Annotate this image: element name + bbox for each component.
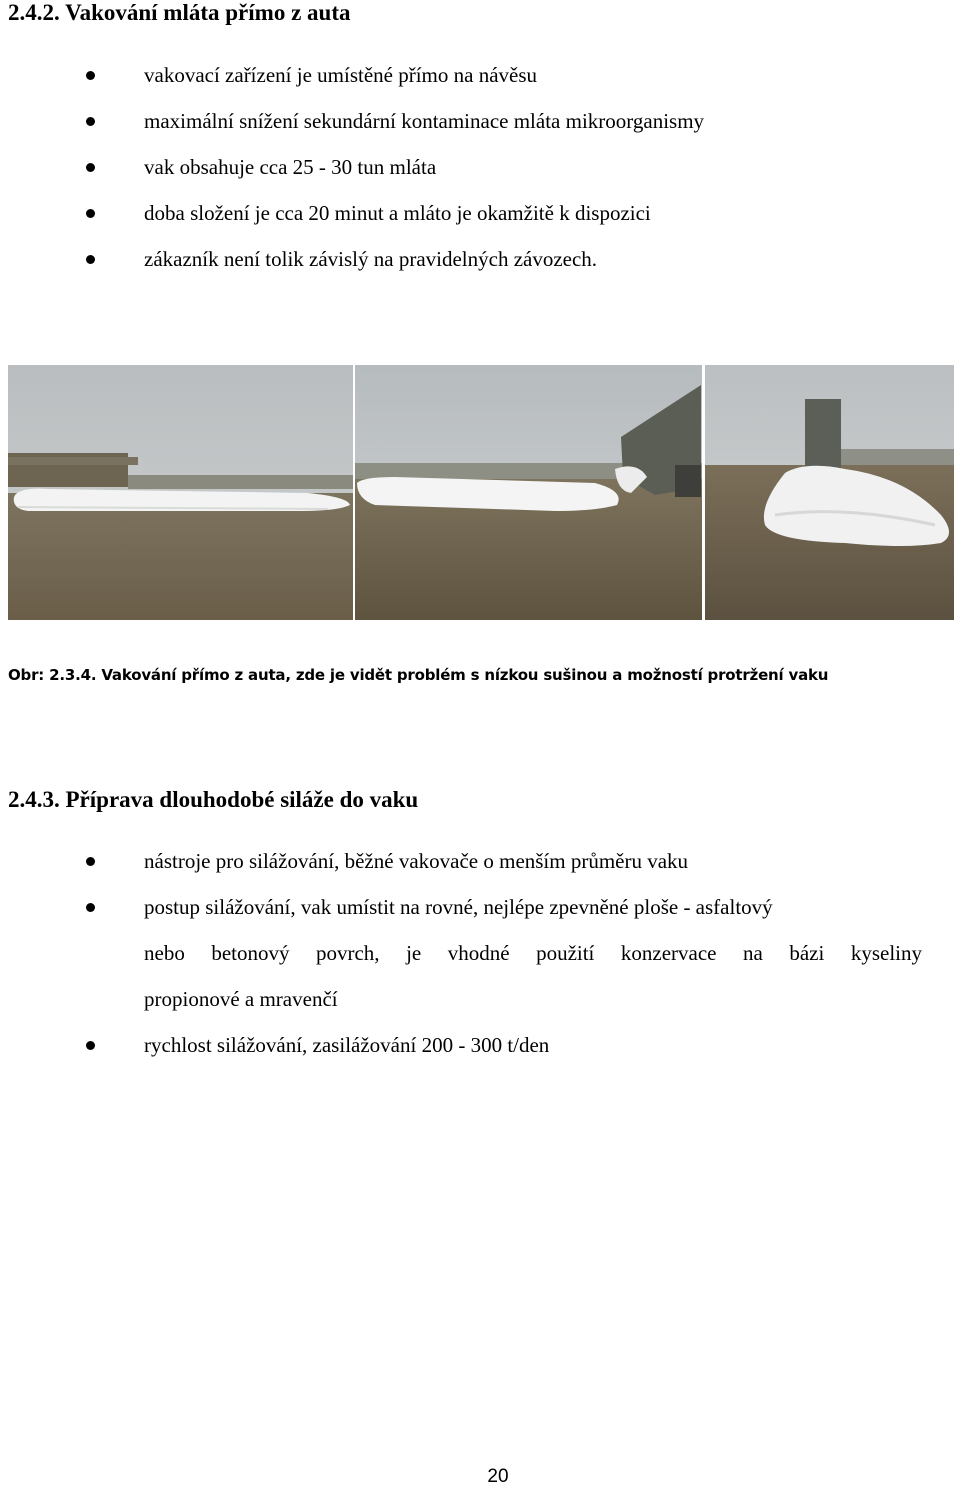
bullet-icon (86, 163, 95, 172)
section1-bullet-list (0, 52, 960, 282)
figure-caption: Obr: 2.3.4. Vakování přímo z auta, zde je vidět problém s nízkou sušinou a možností protržení vaku (8, 666, 829, 684)
bullet-icon (86, 1041, 95, 1050)
list-item-continuation: nebo betonový povrch, je vhodné použití konzervace na bázi kyseliny (144, 941, 922, 965)
list-item: rychlost silážování, zasilážování 200 - 300 t/den (0, 1022, 960, 1068)
bullet-icon (86, 255, 95, 264)
bag-behind-truck-photo (705, 365, 954, 620)
list-item: vak obsahuje cca 25 - 30 tun mláta (0, 144, 960, 190)
bullet-icon (86, 71, 95, 80)
silage-bag-field-photo (8, 365, 353, 620)
list-item: nástroje pro silážování, běžné vakovače o menším průměru vaku (0, 838, 960, 884)
section2-bullet-list (0, 838, 960, 1068)
list-item: doba složení je cca 20 minut a mláto je okamžitě k dispozici (0, 190, 960, 236)
section-heading-2-4-3: 2.4.3. Příprava dlouhodobé siláže do vaku (8, 787, 419, 812)
bullet-icon (86, 857, 95, 866)
truck-filling-bag-photo (355, 365, 702, 620)
bullet-icon (86, 209, 95, 218)
list-item: postup silážování, vak umístit na rovné, nejlépe zpevněné ploše - asfaltový (0, 884, 960, 930)
list-item: maximální snížení sekundární kontaminace mláta mikroorganismy (0, 98, 960, 144)
bullet-icon (86, 903, 95, 912)
bullet-icon (86, 117, 95, 126)
figure-photo-strip (8, 365, 954, 620)
section-heading-2-4-2: 2.4.2. Vakování mláta přímo z auta (8, 0, 351, 25)
list-item-continuation: propionové a mravenčí (144, 987, 338, 1011)
list-item: zákazník není tolik závislý na pravidelných závozech. (0, 236, 960, 282)
list-item: vakovací zařízení je umístěné přímo na návěsu (0, 52, 960, 98)
page-number: 20 (487, 1466, 509, 1487)
